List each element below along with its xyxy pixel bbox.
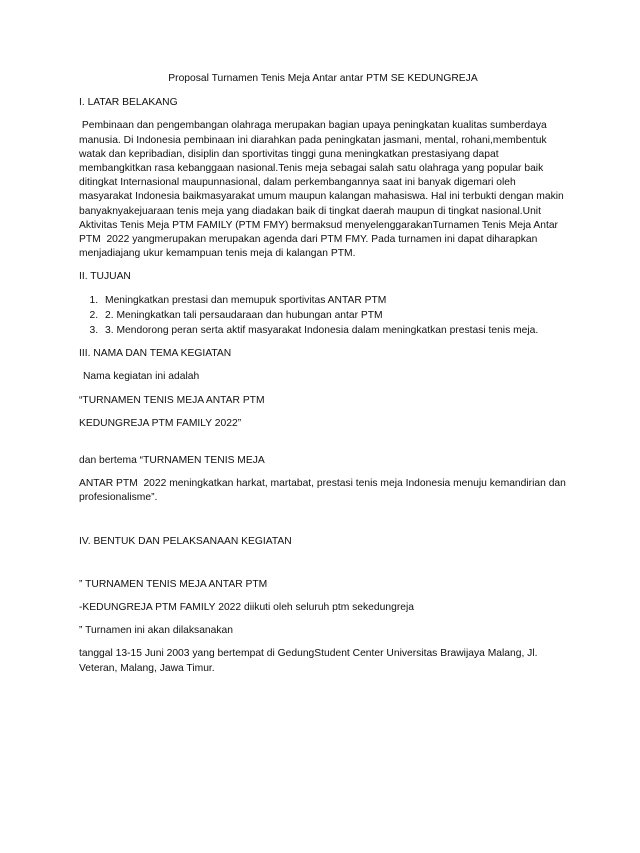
spacer	[79, 558, 567, 578]
nama-kegiatan-line-1: “TURNAMEN TENIS MEJA ANTAR PTM	[79, 394, 265, 406]
section-heading-nama-tema: III. NAMA DAN TEMA KEGIATAN	[79, 348, 232, 360]
bentuk-line-3: ” Turnamen ini akan dilaksanakan	[79, 625, 233, 637]
nama-kegiatan-intro: Nama kegiatan ini adalah	[83, 371, 200, 383]
tujuan-list	[79, 294, 567, 339]
document-content	[79, 72, 567, 685]
list-item: 2. 2. Meningkatkan tali persaudaraan dan hubungan antar PTM	[101, 309, 567, 323]
list-item: 1. Meningkatkan prestasi dan memupuk sportivitas ANTAR PTM	[101, 294, 567, 308]
spacer	[79, 515, 567, 535]
spacer	[79, 440, 567, 454]
tema-line-2: ANTAR PTM 2022 meningkatkan harkat, martabat, prestasi tenis meja Indonesia menuju kemandirian dan profesionalisme”.	[79, 478, 569, 504]
bentuk-line-2: -KEDUNGREJA PTM FAMILY 2022 diikuti oleh seluruh ptm sekedungreja	[79, 602, 414, 614]
list-item: 3. 3. Mendorong peran serta aktif masyarakat Indonesia dalam meningkatkan prestasi tenis meja.	[101, 324, 567, 338]
nama-kegiatan-line-2: KEDUNGREJA PTM FAMILY 2022”	[79, 417, 242, 429]
tema-line-1: dan bertema “TURNAMEN TENIS MEJA	[79, 455, 265, 467]
bentuk-line-1: ” TURNAMEN TENIS MEJA ANTAR PTM	[79, 578, 268, 590]
bentuk-line-4: tanggal 13-15 Juni 2003 yang bertempat di GedungStudent Center Universitas Brawijaya Malang, Jl. Veteran, Malang, Jawa Timur.	[79, 648, 538, 674]
section-heading-latar-belakang: I. LATAR BELAKANG	[79, 97, 178, 109]
document-title: Proposal Turnamen Tenis Meja Antar antar PTM SE KEDUNGREJA	[168, 73, 478, 84]
section-heading-tujuan: II. TUJUAN	[79, 271, 131, 283]
section-heading-bentuk: IV. BENTUK DAN PELAKSANAAN KEGIATAN	[79, 535, 292, 547]
paragraph-latar-belakang: Pembinaan dan pengembangan olahraga merupakan bagian upaya peningkatan kualitas sumberdaya manusia. Di Indonesia pembinaan ini diarahkan pada peningkatan jasmani, mental, rohani,membentuk watak dan kepribadian, disiplin dan sportivitas tinggi guna meningkatkan prestasiyang dapat membangkitkan rasa kebanggaan nasional.Tenis meja sebagai salah satu olahraga yang popular baik ditingkat Internasional maupunnasional, dalam perkembangannya saat ini banyak digemari oleh masyarakat Indonesia baikmasyarakat umum maupun kalangan mahasiswa. Hal ini terbukti dengan makin banyaknyakejuaraan tenis meja yang diadakan baik di tingkat daerah maupun di tingkat nasional.Unit Aktivitas Tenis Meja PTM FAMILY (PTM FMY) bermaksud menyelenggarakanTurnamen Tenis Meja Antar PTM 2022 yangmerupakan merupakan agenda dari PTM FMY. Pada turnamen ini dapat diharapkan menjadiajang ukur kemampuan tenis meja di kalangan PTM.	[79, 120, 567, 260]
